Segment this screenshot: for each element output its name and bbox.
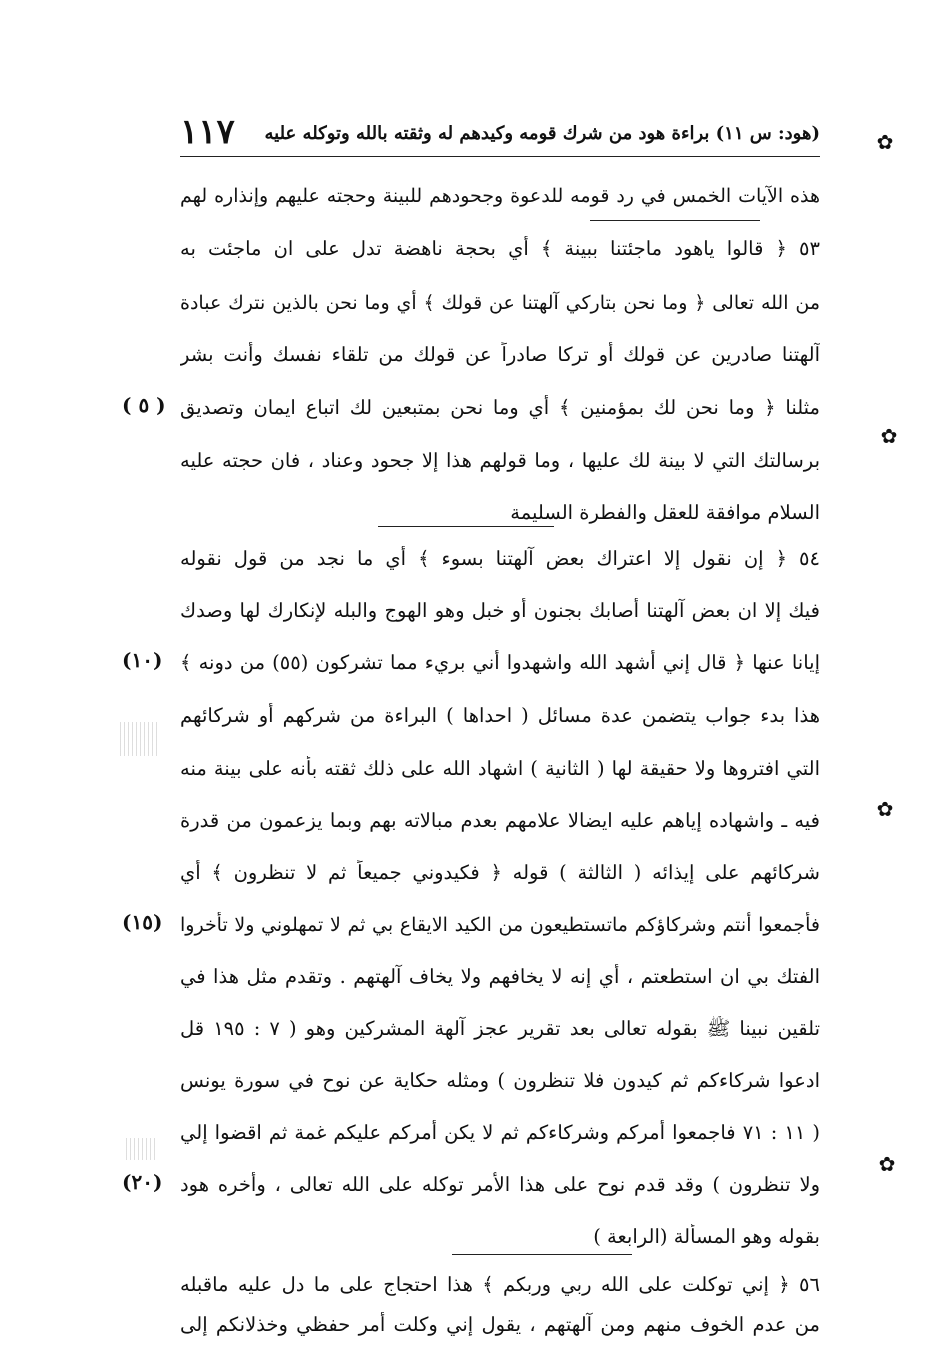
text-line: السلام موافقة للعقل والفطرة السليمة [510, 501, 820, 524]
page-header [180, 110, 820, 157]
text-line: مثلنا ﴿ وما نحن لك بمؤمنين ﴾ أي وما نحن بمتبعين لك اتباع ايمان وتصديق [180, 396, 820, 419]
text-line: فيه ـ واشهاده إياهم عليه ايضالا علامهم بعدم مبالاته بهم وبما يزعمون من قدرة [180, 809, 820, 832]
running-title: (هود: س ١١) براءة هود من شرك قومه وكيدهم له وثقته بالله وتوكله عليه [264, 122, 820, 144]
text-line: فيك إلا ان بعض آلهتنا أصابك بجنون أو خبل وهو الهوج والبله لإنكارك لها وصدك [180, 599, 820, 622]
text-line: ٥٣ ﴿ قالوا ياهود ماجئتنا ببينة ﴾ أي بحجة ناهضة تدل على ان ماجئت به [180, 237, 820, 260]
section-rule [590, 220, 760, 221]
text-line: بقوله وهو المسألة (الرابعة ) [593, 1225, 820, 1248]
text-line: ادعوا شركاءكم ثم كيدون فلا تنظرون ) ومثله حكاية عن نوح في سورة يونس [180, 1069, 820, 1092]
text-line: من الله تعالى ﴿ وما نحن بتاركي آلهتنا عن قولك ﴾ أي وما نحن بالذين نترك عبادة [180, 292, 820, 314]
text-line: فأجمعوا أنتم وشركاؤكم ماتستطيعون من الكيد الايقاع بي ثم لا تمهلوني ولا تأخروا [180, 914, 820, 936]
margin-line-number: ( ٥ ) [122, 393, 166, 417]
page-number: ١١٧ [180, 112, 235, 152]
text-line: ( ١١ : ٧١ فاجمعوا أمركم وشركاءكم ثم لا يكن أمركم عليكم غمة ثم اقضوا إلي [180, 1121, 820, 1144]
text-line: من عدم الخوف منهم ومن آلهتهم ، يقول إني وكلت أمر حفظي وخذلانكم إلى [180, 1313, 820, 1336]
black-flower-icon: ✿ [880, 424, 898, 448]
section-rule [378, 526, 554, 527]
black-flower-icon: ✿ [878, 1152, 896, 1176]
black-flower-icon: ✿ [876, 797, 894, 821]
margin-line-number: (١٠) [122, 648, 163, 672]
text-line: شركائهم على إيذائه ( الثالثة ) قوله ﴿ فكيدوني جميعاً ثم لا تنظرون ﴾ أي [180, 861, 820, 884]
section-rule [452, 1254, 632, 1255]
text-line: ولا تنظرون ) وقد قدم نوح على هذا الأمر توكله على الله تعالى ، وأخره هود [180, 1173, 820, 1196]
margin-smudge [120, 722, 160, 756]
text-line: الفتك بي ان استطعتم ، أي إنه لا يخافهم ولا يخاف آلهتهم . وتقدم مثل هذا في [180, 965, 820, 988]
text-line: هذا بدء جواب يتضمن عدة مسائل ( احداها ) البراءة من شركهم أو شركائهم [180, 704, 820, 727]
text-line: ٥٦ ﴿ إني توكلت على الله ربي وربكم ﴾ هذا احتجاج على ما دل عليه ماقبله [180, 1273, 820, 1296]
text-line: تلقين نبينا ﷺ بقوله تعالى بعد تقرير عجز آلهة المشركين وهو ( ٧ : ١٩٥ قل [180, 1017, 820, 1040]
margin-line-number: (١٥) [122, 910, 163, 934]
black-flower-icon: ✿ [876, 130, 894, 154]
text-line: التي افتروها ولا حقيقة لها ( الثانية ) اشهاد الله على ذلك ثقته بأنه على بينة منه [180, 757, 820, 780]
margin-smudge [126, 1138, 156, 1160]
text-line: برسالتك التي لا بينة لك عليها ، وما قولهم هذا إلا جحود وعناد ، فان حجته عليه [180, 449, 820, 472]
text-line: ٥٤ ﴿ إن نقول إلا اعتراك بعض آلهتنا بسوء ﴾ أي ما نجد من قول نقوله [180, 547, 820, 570]
text-line: إيانا عنها ﴿ قال إني أشهد الله واشهدوا أني بريء مما تشركون (٥٥) من دونه ﴾ [180, 651, 820, 674]
text-line: هذه الآيات الخمس في رد قومه للدعوة وجحودهم للبينة وحجته عليهم وإنذاره لهم [180, 185, 820, 207]
text-line: آلهتنا صادرين عن قولك أو تركا صادراً عن قولك من تلقاء نفسك وأنت بشر [180, 343, 820, 366]
margin-line-number: (٢٠) [122, 1170, 163, 1194]
